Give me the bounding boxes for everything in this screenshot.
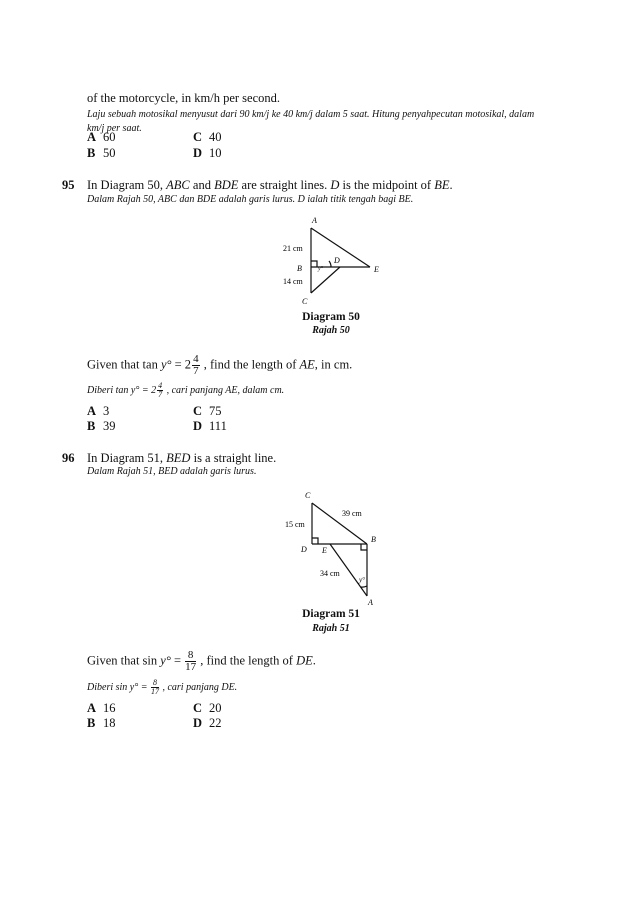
q94-option-b[interactable]: B 50 bbox=[87, 146, 116, 160]
label-c: C bbox=[302, 297, 308, 306]
label-a: A bbox=[312, 216, 317, 225]
diagram-51-caption-malay: Rajah 51 bbox=[312, 623, 350, 634]
label-d: D bbox=[301, 545, 307, 554]
q94-stem-line: of the motorcycle, in km/h per second. bbox=[87, 91, 280, 105]
q95-fraction: $\frac{4}{7}$ bbox=[193, 353, 199, 377]
q95-number: 95 bbox=[62, 178, 75, 192]
diagram-50-caption-malay: Rajah 50 bbox=[312, 325, 350, 336]
q94-option-a[interactable]: A 60 bbox=[87, 130, 116, 144]
diagram-51 bbox=[282, 486, 387, 608]
q94-malay-line1: Laju sebuah motosikal menyusut dari 90 km/j ke 40 km/j dalam 5 saat. Hitung penyahpecutan motosikal, dalam bbox=[87, 109, 535, 120]
diagram-50 bbox=[275, 214, 395, 306]
q95-option-c[interactable]: C 75 bbox=[193, 404, 222, 418]
label-c: C bbox=[305, 491, 311, 500]
q95-malay-given: Diberi tan y° = 2 $\frac{4}{7}$ , cari panjang AE, dalam cm. bbox=[87, 381, 285, 399]
label-angle-y: y° bbox=[359, 576, 365, 584]
q94-malay-line2: km/j per saat. bbox=[87, 123, 142, 134]
angle-arc-y bbox=[361, 586, 367, 587]
line-cd bbox=[311, 267, 340, 293]
q96-malay-given: Diberi sin y° = $\frac{8}{17}$ , cari panjang DE. bbox=[87, 678, 238, 696]
diagram-50-caption: Diagram 50 bbox=[302, 311, 360, 323]
q94-option-c[interactable]: C 40 bbox=[193, 130, 222, 144]
q95-given: Given that tan y° = 2 $\frac{4}{7}$ , find the length of AE, in cm. bbox=[87, 353, 353, 377]
q95-statement: In Diagram 50, ABC and BDE are straight lines. D is the midpoint of BE. bbox=[87, 178, 453, 192]
q96-statement: In Diagram 51, BED is a straight line. bbox=[87, 451, 277, 465]
label-e: E bbox=[374, 265, 379, 274]
q96-malay-fraction: $\frac{8}{17}$ bbox=[150, 678, 159, 696]
q95-option-d[interactable]: D 111 bbox=[193, 419, 227, 433]
angle-arc-y bbox=[329, 261, 331, 267]
q96-number: 96 bbox=[62, 451, 75, 465]
label-angle-y: y° bbox=[318, 266, 324, 272]
label-b: B bbox=[297, 264, 302, 273]
q96-given: Given that sin y° = $\frac{8}{17}$ , find the length of DE. bbox=[87, 649, 316, 673]
q96-option-a[interactable]: A 16 bbox=[87, 701, 116, 715]
q95-option-b[interactable]: B 39 bbox=[87, 419, 116, 433]
right-angle-b bbox=[361, 544, 367, 550]
q96-fraction: $\frac{8}{17}$ bbox=[185, 649, 197, 673]
q95-malay-fraction: $\frac{4}{7}$ bbox=[158, 381, 163, 399]
label-b: B bbox=[371, 535, 376, 544]
q96-option-c[interactable]: C 20 bbox=[193, 701, 222, 715]
label-bc-length: 14 cm bbox=[283, 277, 303, 286]
q96-option-b[interactable]: B 18 bbox=[87, 716, 116, 730]
q94-option-d[interactable]: D 10 bbox=[193, 146, 222, 160]
q95-option-a[interactable]: A 3 bbox=[87, 404, 110, 418]
label-e: E bbox=[322, 546, 327, 555]
q95-malay-statement: Dalam Rajah 50, ABC dan BDE adalah garis lurus. D ialah titik tengah bagi BE. bbox=[87, 194, 414, 205]
label-a: A bbox=[368, 598, 373, 607]
line-ae bbox=[311, 228, 370, 267]
label-cd-length: 15 cm bbox=[285, 520, 305, 529]
label-ea-length: 34 cm bbox=[320, 569, 340, 578]
right-angle-d bbox=[312, 538, 318, 544]
diagram-51-caption: Diagram 51 bbox=[302, 608, 360, 620]
q96-option-d[interactable]: D 22 bbox=[193, 716, 222, 730]
label-d: D bbox=[334, 256, 340, 265]
label-cb-length: 39 cm bbox=[342, 509, 362, 518]
right-angle-b bbox=[311, 261, 317, 267]
label-ab-length: 21 cm bbox=[283, 244, 303, 253]
q96-malay-statement: Dalam Rajah 51, BED adalah garis lurus. bbox=[87, 466, 257, 477]
